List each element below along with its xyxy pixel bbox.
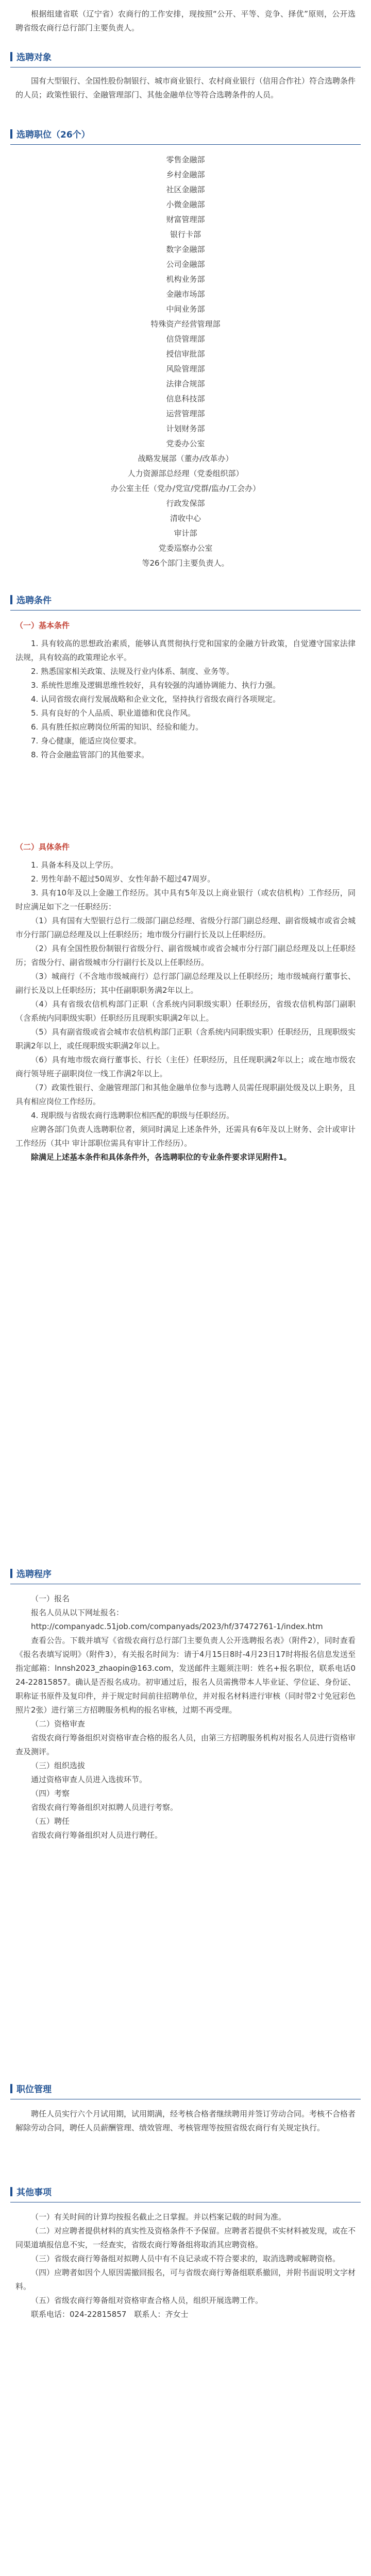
section-title: 其他事项 [16,2188,52,2198]
step-text: 省级农商行筹备组织对资格审查合格的报名人员，由第三方招聘服务机构对报名人员进行资格审查及测评。 [15,1733,356,1756]
condition-item: 2. 男性年龄不超过50周岁、女性年龄不超过47周岁。 [31,874,215,884]
condition-item: （6）具有地市级农商行董事长、行长（主任）任职经历，且任现职满2年以上；或在地市级农商行领导班子副职岗位一线工作满2年以上。 [15,1055,356,1078]
other-item: （一）有关时间的计算均按报名截止之日掌握。并以档案记载的时间为准。 [31,2212,286,2222]
section-marker-icon [10,2187,12,2196]
position-item: 运营管理部 [166,409,205,418]
section-conditions-heading [10,592,361,613]
section-divider [10,610,361,611]
condition-item: 1. 具有较高的思想政治素质，能够认真贯彻执行党和国家的金融方针政策，自觉遵守国家法律法规，具有较高的政策理论水平。 [15,639,356,662]
step-title: （五）聘任 [31,1817,70,1826]
condition-item: 7. 身心健康，能适应岗位要求。 [31,736,142,745]
contact-person: 齐女士 [165,2310,189,2319]
management-paragraph: 聘任人员实行六个月试用期，试用期满，经考核合格者继续聘用并签订劳动合同。考核不合格者解除劳动合同，聘任人员薪酬管理、绩效管理、考核管理等按照省级农商行有关规定执行。 [15,2109,356,2132]
position-item: 金融市场部 [166,290,205,299]
condition-item: （3）城商行（不含地市级城商行）总行部门副总经理及以上任职经历；地市级城商行董事长、副行长及以上任职经历；其中任副职职务满2年以上。 [15,972,356,995]
section-divider [10,144,361,145]
intro-paragraph: 根据组建省联（辽宁省）农商行的工作安排，现按照“公开、平等、竞争、择优”原则，公开选聘省级农商行总行部门主要负责人。 [15,9,356,32]
registration-link[interactable]: http://companyadc.51job.com/companyads/2023/hf/37472761-1/index.htm [31,1622,323,1631]
procedure-block [15,1592,356,1842]
position-item: 乡村金融部 [166,170,205,179]
position-item: 党委办公室 [166,439,205,448]
section-target-heading [10,49,361,70]
section-marker-icon [10,1569,12,1578]
section-title: 选聘职位（26个） [16,130,90,140]
basic-conditions-title: （一）基本条件 [15,621,70,630]
position-item: 机构业务部 [166,275,205,284]
other-item: （四）应聘者如因个人原因需撤回报名，可与省级农商行筹备组联系撤回，并附书面说明文字材料。 [15,2268,356,2291]
condition-item: （2）具有全国性股份制银行省级分行、副省级城市或省会城市分行部门副总经理及以上任职经历；省级分行、副省级城市分行副行长及以上任职经历。 [15,944,356,967]
section-positions-heading [10,127,361,147]
section-management-heading [10,2081,361,2102]
step-text: 报名人员从以下网址报名： [31,1608,124,1617]
condition-item: 2. 熟悉国家相关政策、法规及行业内体系、制度、业务等。 [31,667,234,676]
condition-item: 3. 具有10年及以上金融工作经历。其中具有5年及以上商业银行（或农信机构）工作经历，同时应满足如下之一任职经历： [15,888,356,911]
contact-phone: 024-22815857 [70,2310,127,2319]
target-paragraph: 国有大型银行、全国性股份制银行、城市商业银行、农村商业银行（信用合作社）符合选聘条件的人员；政策性银行、金融管理部门、其他金融单位等符合选聘条件的人员。 [15,76,356,99]
section-marker-icon [10,52,12,61]
condition-item: 4. 认同省级农商行发展战略和企业文化，坚持执行省级农商行各项规定。 [31,694,281,704]
basic-conditions-list [15,637,356,762]
step-title: （一）报名 [31,1594,70,1603]
position-item: 财富管理部 [166,215,205,224]
step-text: 省级农商行筹备组织对拟聘人员进行考察。 [31,1803,178,1812]
other-item: （二）对应聘者提供材料的真实性及资格条件不予保留。应聘者若提供不实材料被发现，或在不同渠道填报信息不实，一经查实，省级农商行筹备组将取消其应聘资格。 [15,2226,356,2249]
position-item: 数字金融部 [166,245,205,254]
condition-item: （1）具有国有大型银行总行二级部门副总经理、省级分行部门副总经理、副省级城市或省会城市分行部门副总经理及以上任职经历；地市级分行副行长及以上任职经历。 [15,916,356,939]
step-text: 省级农商行筹备组织对人员进行聘任。 [31,1831,163,1840]
intro-block [15,7,356,35]
positions-list [15,152,356,571]
condition-item: （5）具有副省级或省会城市农信机构部门正职（含系统内同职级实职）任职经历，且现职级实职满2年以上，或任现职级实职满2年以上。 [15,1027,356,1050]
section-procedure-heading [10,1566,361,1587]
position-item: 人力资源部总经理（党委组织部） [127,469,244,478]
step-title: （二）资格审查 [31,1719,86,1728]
contact-line [15,2308,356,2321]
position-item: 信息科技部 [166,394,205,403]
condition-item: （4）具有省级农信机构部门正职（含系统内同职级实职）任职经历，省级农信机构部门副职（含系统内同职级实职）任职经历且现职实职满2年以上。 [15,999,356,1023]
specific-conditions-title: （二）具体条件 [15,842,70,852]
other-block [15,2210,356,2321]
position-item: 等26个部门主要负责人。 [142,558,229,568]
position-item: 计划财务部 [166,424,205,433]
other-item: （三）省级农商行筹备组对拟聘人员中有不良记录或不符合要求的，取消选聘或解聘资格。 [31,2254,341,2263]
position-item: 公司金融部 [166,260,205,269]
step-title: （四）考察 [31,1789,70,1798]
position-item: 党委巡察办公室 [158,544,213,553]
position-item: 小微金融部 [166,200,205,209]
target-block [15,74,356,102]
section-title: 选聘对象 [16,53,52,63]
contact-person-label: 联系人： [134,2310,165,2319]
contact-phone-label: 联系电话： [31,2310,70,2319]
position-item: 风险管理部 [166,364,205,374]
step-title: （三）组织选拔 [31,1761,86,1770]
condition-item: 1. 具备本科及以上学历。 [31,860,119,870]
section-marker-icon [10,129,12,139]
position-item: 授信审批部 [166,349,205,359]
condition-item: 3. 系统性思维及逻辑思维性较好，具有较强的沟通协调能力、执行力强。 [31,681,281,690]
position-item: 清收中心 [170,514,201,523]
specific-conditions-list [15,858,356,1164]
position-item: 特殊资产经营管理部 [150,319,221,329]
condition-item: 8. 符合金融监管部门的其他要求。 [31,750,149,759]
section-marker-icon [10,2084,12,2093]
position-item: 中间业务部 [166,304,205,314]
condition-note: 应聘各部门负责人选聘职位者，须同时满足上述条件外，还需具有6年及以上财务、会计或审计工作经历（其中 审计部职位需具有审计工作经历）。 [15,1125,356,1148]
section-marker-icon [10,595,12,604]
condition-item: （7）政策性银行、金融管理部门和其他金融单位参与选聘人员需任现职副处级及以上职务，且具有相应岗位工作经历。 [15,1083,356,1106]
section-title: 选聘条件 [16,596,52,606]
position-item: 法律合规部 [166,379,205,388]
position-item: 社区金融部 [166,185,205,194]
other-item: （五）省级农商行筹备组对资格审查合格人员，组织开展选聘工作。 [31,2296,263,2305]
position-item: 零售金融部 [166,155,205,164]
management-block [15,2107,356,2135]
condition-note-bold: 除满足上述基本条件和具体条件外，各选聘职位的专业条件要求详见附件1。 [31,1153,292,1162]
condition-item: 5. 具有良好的个人品质、职业道德和优良作风。 [31,708,196,718]
step-text: 通过资格审查人员进入选拔环节。 [31,1775,147,1784]
position-item: 银行卡部 [170,230,201,239]
condition-item: 4. 现职级与省级农商行选聘职位相匹配的职级与任职经历。 [31,1111,234,1120]
section-title: 职位管理 [16,2084,52,2095]
condition-item: 6. 具有胜任拟应聘岗位所需的知识、经验和能力。 [31,722,204,732]
section-other-heading [10,2184,361,2205]
position-item: 战略发展部（董办/改革办） [138,454,233,463]
section-title: 选聘程序 [16,1569,52,1580]
position-item: 信贷管理部 [166,334,205,344]
position-item: 审计部 [174,529,197,538]
position-item: 行政发保部 [166,499,205,508]
position-item: 办公室主任（党办/党宣/党群/监办/工会办） [110,484,261,493]
step-text: 查看公告。下载并填写《省级农商行总行部门主要负责人公开选聘报名表》（附件2），同时查看《报名表填写说明》（附件3），有关报名时间为：请于4月15日8时-4月23日17时将报名信息发送至指定邮箱：lnnsh2023_zhaopin@163.com，发送邮件主题须注明：姓名+报名职位，联系电话024-22815857。确认是否报名成功。初审通过后，报名人员需携带本人毕业证、学位证、身份证、职称证书原件及复印件，并于规定时间前往招聘单位，并对报名材料进行审核（同时带2寸免冠彩色照片2张）进行第三方招聘服务机构的报名审核，过期不再受理。 [15,1636,356,1715]
